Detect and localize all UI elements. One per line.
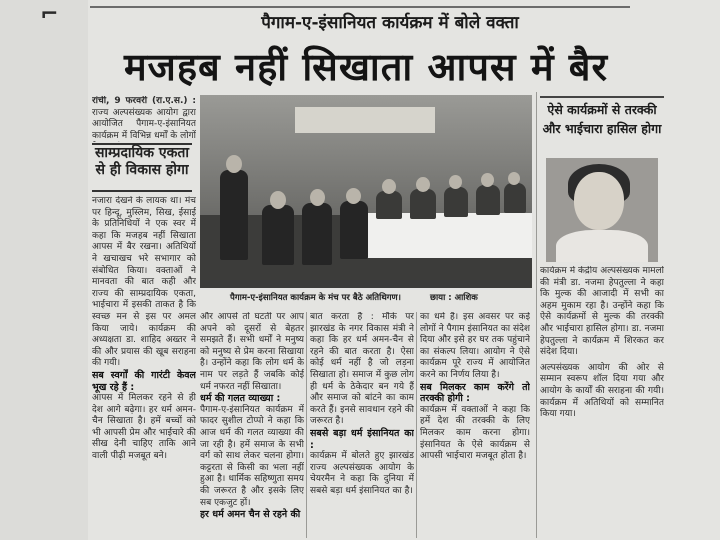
sidebar-text-2: अल्पसंख्यक आयोग की ओर से सम्मान स्वरूप शॉल दिया गया और आयोग के कार्यों की सराहना की गयी। कार्यक्रम में अतिथियों को सम्मानित किया गया। [540,362,664,420]
guest-figure [376,191,402,219]
guest-head [481,173,494,187]
column-2 [200,312,304,538]
guest-figure [476,185,500,215]
column-3-text-2: कार्यक्रम में बोलते हुए झारखंड राज्य अल्पसंख्यक आयोग के चेयरमैन ने कहा कि दुनिया में सबसे बड़ा धर्म इंसानियत का है। [310,451,414,496]
sidebar-headline: ऐसे कार्यक्रमों से तरक्की और भाईचारा हासिल होगा [540,96,664,138]
column-1-text: नजारा देखने के लायक था। मंच पर हिन्दू, मुस्लिम, सिख, ईसाई के प्रतिनिधियों ने एक स्वर में कहा कि मजहब नहीं सिखाता आपस में बैर रखना। अतिथियों ने खचाखच भरे सभागार को संबोधित किया। वक्ताओं ने मानवता की बात कही और राज्य की साम्प्रदायिक एकता, भाईचारा में इसकी ताकत है कि स्वच्छ मन से इस पर अमल किया जाये। कार्यक्रम की अध्यक्षता डा. शाहिद अख्तर ने की और प्रयास की खूब सराहना की गयी। [92,196,196,369]
dateline: रांची, 9 फरवरी (रा.ए.स.) : [92,96,196,106]
column-3 [310,312,414,538]
guest-head [382,179,396,194]
column-divider [416,312,417,538]
column-1-text-2: आपस में मिलकर रहने से ही देश आगे बढ़ेगा। हर धर्म अमन-चैन सिखाता है। हमें बच्चों को भी आपसी प्रेम और भाईचारे की सीख देनी चाहिए ताकि आने वाली पीढ़ी मजबूत बने। [92,393,196,462]
guest-figure [504,183,526,213]
main-headline: मजहब नहीं सिखाता आपस में बैर [123,45,609,89]
guest-figure [340,201,368,259]
photo-credit: छाया : आशिक [430,293,478,303]
column-divider [306,312,307,538]
column-3-text: बात करता है : मौके पर झारखंड के नगर विकास मंत्री ने कहा कि हर धर्म अमन-चैन से रहने की बात करता है। ऐसा कोई धर्म नहीं है जो लड़ना सिखाता हो। समाज में कुछ लोग ही धर्म के ठेकेदार बन गये हैं और समाज को बांटने का काम करते हैं। इनसे सावधान रहने की जरूरत है। [310,312,414,427]
guest-figure [262,205,294,265]
portrait-face [574,172,624,230]
column-3-subhead: सबसे बड़ा धर्म इंसानियत का : [310,427,414,451]
adjacent-page-strip [0,0,89,540]
column-4-text: का धर्म है। इस अवसर पर कई लोगों ने पैगाम इंसानियत का संदेश दिया और इसे हर घर तक पहुंचाने का संकल्प लिया। आयोग ने ऐसे कार्यक्रम पूरे राज्य में आयोजित करने का निर्णय लिया है। [420,312,530,380]
guest-figure [410,189,436,219]
column-1-subhead: सब स्वर्गों की गारंटी केवल भूख रहे हैं : [92,369,196,393]
pull-quote [92,143,192,192]
page-corner-mark: ⌐ [40,2,59,27]
portrait-shoulders [556,230,648,262]
column-2-text: और आपसे तो घटती पर आप अपने को दूसरों से बेहतर समझते हैं। सभी धर्मों ने मनुष्य को मनुष्य से प्रेम करना सिखाया है। उन्होंने कहा कि लोग धर्म के नाम पर लड़ते हैं जबकि कोई धर्म नफरत नहीं सिखाता। [200,312,304,392]
guest-head [508,172,520,185]
stage-table [360,213,532,258]
guest-head [310,189,325,206]
speaker-figure [220,170,248,260]
column-4 [420,312,530,538]
minister-portrait [546,158,658,262]
lead-text: राज्य अल्पसंख्यक आयोग द्वारा आयोजित पैगाम-ए-इंसानियत कार्यक्रम में विभिन्न धर्मों के लोगों [92,107,196,141]
column-1-body [92,196,196,536]
guest-figure [444,187,468,217]
sidebar-body [540,266,664,536]
column-4-text-2: कार्यक्रम में वक्ताओं ने कहा कि हमें देश की तरक्की के लिए मिलकर काम करना होगा। इंसानियत के ऐसे कार्यक्रम से आपसी भाईचारा मजबूत होता है। [420,404,530,462]
guest-figure [302,203,332,265]
guest-head [270,191,286,209]
column-2-subhead: धर्म की गलत व्याख्या : [200,393,281,405]
top-rule [90,6,630,8]
column-2-text-2: पैगाम-ए-इंसानियत कार्यक्रम में फादर सुशील टोप्पो ने कहा कि आज धर्म की गलत व्याख्या की जा रही है। हमें समाज के सभी वर्ग को साथ लेकर चलना होगा। कट्टरता से किसी का भला नहीं हुआ है। धार्मिक सहिष्णुता समय की जरूरत है और इसके लिए सब एकजुट हों। [200,404,304,508]
guest-head [449,175,462,189]
speaker-head [226,155,242,173]
kicker-headline: पैगाम-ए-इंसानियत कार्यक्रम में बोले वक्ता [261,13,519,33]
sidebar-text: कार्यक्रम में केंद्रीय अल्पसंख्यक मामलों की मंत्री डा. नजमा हेपतुल्ला ने कहा कि मुल्क की आजादी में सभी का अहम मुकाम रहा है। उन्होंने कहा कि ऐसे कार्यक्रमों से मुल्क की तरक्की और भाईचारा हासिल होगा। डा. नजमा हेपतुल्ला ने कार्यक्रम में शिरकत कर संदेश दिया। [540,266,664,358]
pull-quote-text: साम्प्रदायिक एकता से ही विकास होगा [94,145,190,178]
stage-banner [295,107,435,133]
sidebar-divider [536,92,537,538]
column-2-subhead-2: हर धर्म अमन चैन से रहने की [200,509,301,521]
guest-head [416,177,430,192]
column-4-subhead: सब मिलकर काम करेंगे तो तरक्की होगी : [420,381,530,405]
column-1-lead [92,96,196,142]
photo-caption: पैगाम-ए-इंसानियत कार्यक्रम के मंच पर बैठे अतिथिगण। [230,293,401,303]
guest-head [346,188,361,204]
event-photo [200,95,532,288]
